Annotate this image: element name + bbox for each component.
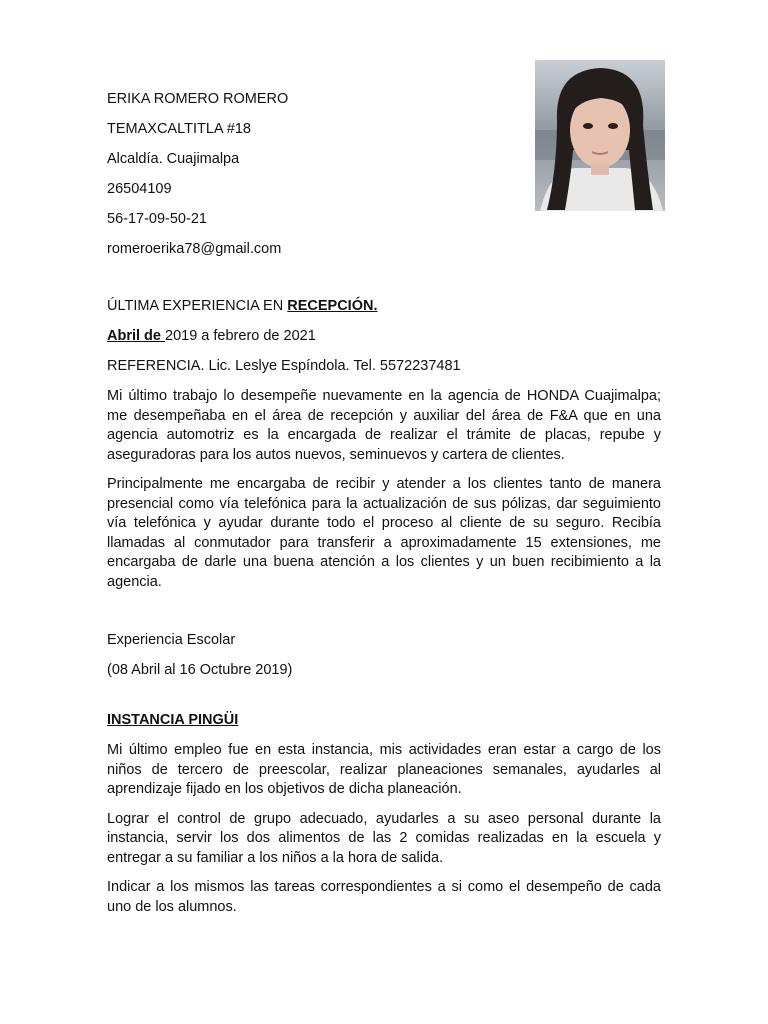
experience-period-bold: Abril de xyxy=(107,328,166,344)
school-paragraph-2: Lograr el control de grupo adecuado, ayudarles a su aseo personal durante la instancia, servir los dos alimentos de las 2 comidas realizadas en la escuela y entregar a su familiar a los niños a la hora de salida. xyxy=(107,810,661,866)
experience-heading-prefix: ÚLTIMA EXPERIENCIA EN xyxy=(107,298,288,314)
experience-period-rest: 2019 a febrero de 2021 xyxy=(165,328,316,344)
contact-email: romeroerika78@gmail.com xyxy=(107,241,282,257)
portrait-image xyxy=(535,60,665,211)
spacer xyxy=(107,602,661,631)
experience-heading-highlight: RECEPCIÓN. xyxy=(287,298,378,314)
experience-paragraph-2: Principalmente me encargaba de recibir y atender a los clientes tanto de manera presencial como vía telefónica para la actualización de sus pólizas, dar seguimiento vía telefónica y ayudar durante todo el proceso al cliente de su seguro. Recibía llamadas al conmutador para transferir a aproximadamente 15 extensiones, me encargaba de darle una buena atención a los clientes y un buen recibimiento a la agencia. xyxy=(107,476,661,590)
contact-mobile: 56-17-09-50-21 xyxy=(107,211,207,227)
institution-name: INSTANCIA PINGÜI xyxy=(107,712,239,728)
school-period: (08 Abril al 16 Octubre 2019) xyxy=(107,662,293,678)
school-paragraph-3: Indicar a los mismos las tareas correspondientes a si como el desempeño de cada uno de los alumnos. xyxy=(107,879,661,915)
experience-heading xyxy=(107,297,661,327)
contact-phone: 26504109 xyxy=(107,181,172,197)
experience-paragraph-1: Mi último trabajo lo desempeñe nuevamente en la agencia de HONDA Cuajimalpa; me desempeñaba en el área de recepción y auxiliar del área de F&A que en una agencia automotriz es la encargada de realizar el trámite de placas, repube y aseguradoras para los autos nuevos, seminuevos y cartera de clientes. xyxy=(107,388,661,463)
contact-street: TEMAXCALTITLA #18 xyxy=(107,121,251,137)
experience-reference: REFERENCIA. Lic. Leslye Espíndola. Tel. 5572237481 xyxy=(107,358,461,374)
contact-block xyxy=(107,90,507,270)
contact-name: ERIKA ROMERO ROMERO xyxy=(107,91,289,107)
experience-period xyxy=(107,327,661,357)
school-paragraph-1: Mi último empleo fue en esta instancia, mis actividades eran estar a cargo de los niños de tercero de preescolar, realizar planeaciones semanales, ayudarles al aprendizaje fijado en los objetivos de dicha planeación. xyxy=(107,742,661,797)
school-heading: Experiencia Escolar xyxy=(107,632,236,648)
profile-photo xyxy=(535,60,665,211)
spacer xyxy=(107,691,661,711)
resume-body xyxy=(107,297,661,927)
institution-heading xyxy=(107,711,661,741)
contact-district: Alcaldía. Cuajimalpa xyxy=(107,151,240,167)
